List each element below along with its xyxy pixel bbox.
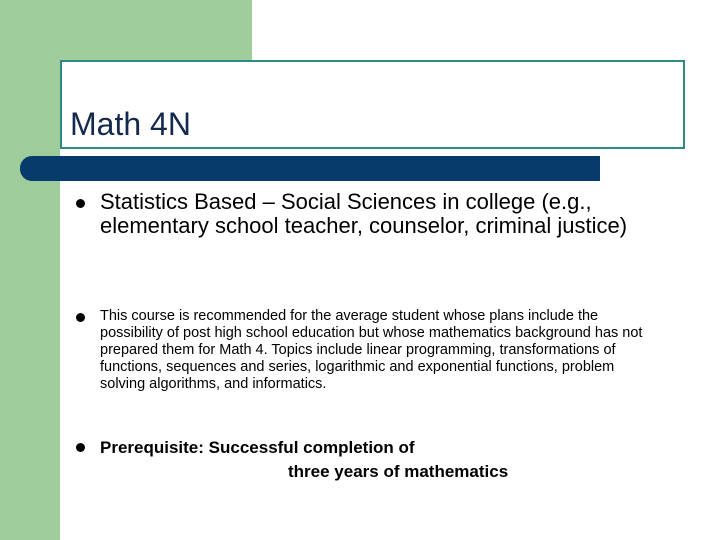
green-side-bar <box>0 0 60 540</box>
bullet-text-3 <box>100 436 660 484</box>
bullet-dot-icon <box>76 199 85 208</box>
title-box <box>60 60 685 149</box>
title-divider-bar <box>20 156 600 181</box>
prerequisite-line-2: three years of mathematics <box>288 462 509 481</box>
green-top-block <box>0 0 252 60</box>
bullet-text-2: This course is recommended for the average student whose plans include the possibility of post high school education but whose mathematics background has not prepared them for Math 4. Topics include linear programming, transformations of functions, sequences and series, logarithmic and exponential functions, problem solving algorithms, and informatics. <box>100 308 643 392</box>
bullet-dot-icon <box>76 443 85 452</box>
bullet-text-1: Statistics Based – Social Sciences in college (e.g., elementary school teacher, counselor, criminal justice) <box>100 189 628 238</box>
slide-title: Math 4N <box>70 106 191 142</box>
prerequisite-line-1: Prerequisite: Successful completion of <box>100 438 415 457</box>
bullet-dot-icon <box>76 313 85 322</box>
